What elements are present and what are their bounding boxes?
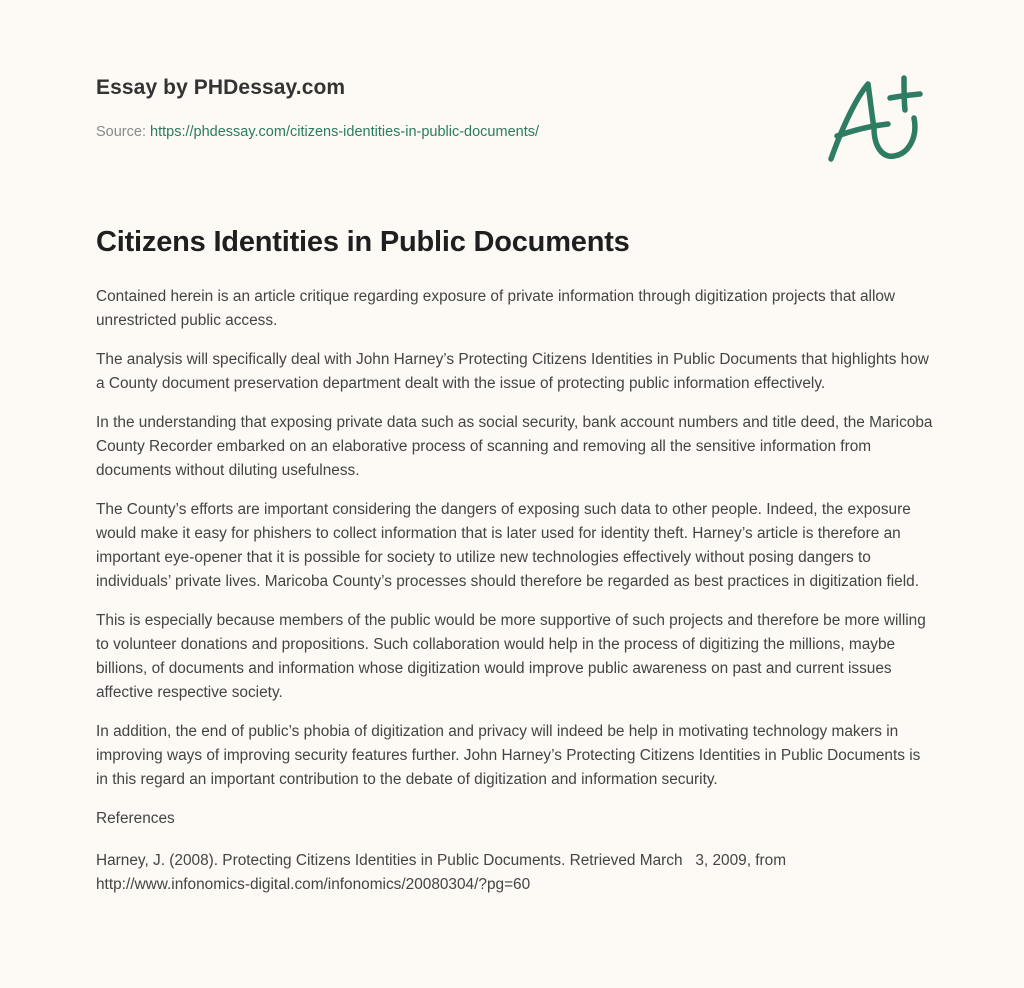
paragraph: The County’s efforts are important considering the dangers of exposing such data to other people. Indeed, the exposure would make it easy for phishers to collect information that is later used for identity theft. Harney’s article is therefore an important eye-opener that it is possible for society to utilize new technologies effectively without posing dangers to individuals’ private lives. Maricoba County’s processes should therefore be regarded as best practices in digitization field.	[96, 501, 919, 590]
paragraph: In the understanding that exposing private data such as social security, bank account numbers and title deed, the Maricoba County Recorder embarked on an elaborative process of scanning and removing all the sensitive information from documents without diluting usefulness.	[96, 414, 933, 479]
paragraph: Contained herein is an article critique regarding exposure of private information through digitization projects that allow unrestricted public access.	[96, 288, 896, 329]
paragraph: The analysis will specifically deal with John Harney’s Protecting Citizens Identities in Public Documents that highlights how a County document preservation department dealt with the issue of protecting public information effectively.	[96, 351, 929, 392]
paragraph: This is especially because members of the public would be more supportive of such projects and therefore be more willing to volunteer donations and propositions. Such collaboration would help in the process of digitizing the millions, maybe billions, of documents and information whose digitization would improve public awareness on past and current issues affective respective society.	[96, 612, 926, 701]
article-body	[96, 285, 936, 897]
source-label: Source:	[96, 124, 146, 140]
reference-url: http://www.infonomics-digital.com/infonomics/20080304/?pg=60	[96, 876, 531, 893]
reference-citation: Harney, J. (2008). Protecting Citizens Identities in Public Documents. Retrieved March 3, 2009, from	[96, 852, 787, 869]
article-title: Citizens Identities in Public Documents	[96, 226, 630, 258]
reference-entry	[96, 849, 936, 897]
paragraph: In addition, the end of public’s phobia of digitization and privacy will indeed be help in motivating technology makers in improving ways of improving security features further. John Harney’s Protecting Citizens Identities in Public Documents is in this regard an important contribution to the debate of digitization and information security.	[96, 723, 921, 788]
source-link[interactable]: https://phdessay.com/citizens-identities-in-public-documents/	[150, 124, 540, 140]
site-brand: Essay by PHDessay.com	[96, 76, 346, 99]
source-line	[96, 124, 539, 140]
references-heading: References	[96, 810, 175, 827]
a-plus-grade-icon	[822, 68, 932, 168]
